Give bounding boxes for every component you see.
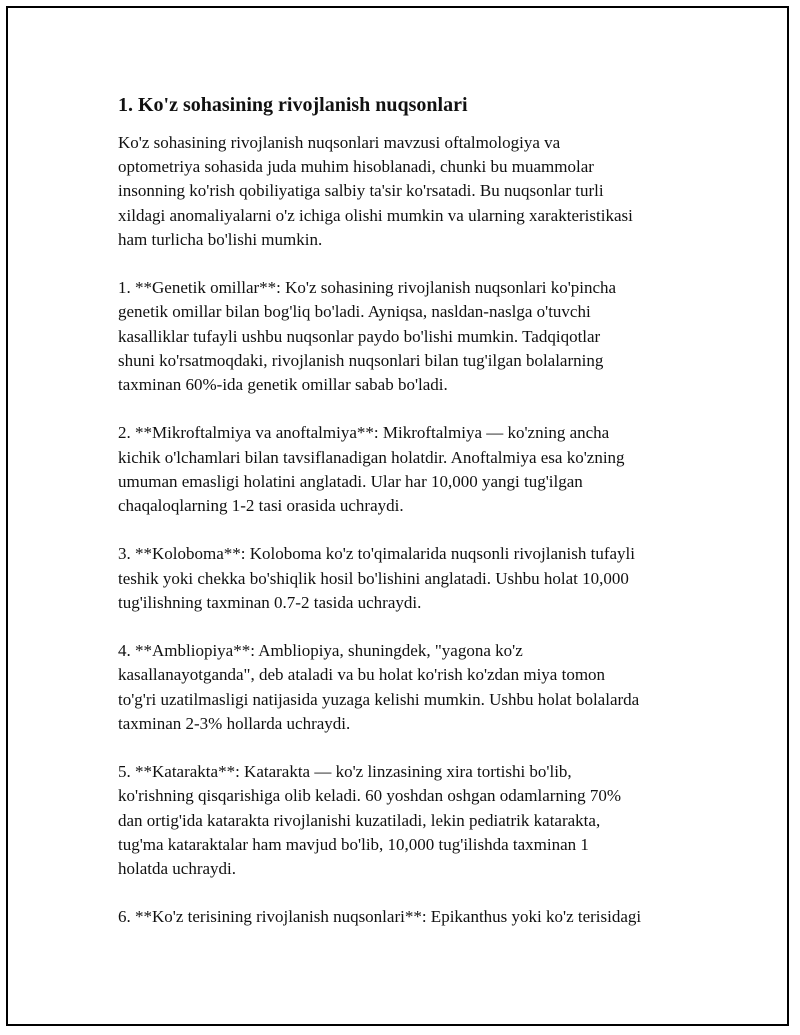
text-line: 6. **Ko'z terisining rivojlanish nuqsonlari**: Epikanthus yoki ko'z terisidagi (118, 907, 642, 927)
text-line: insonning ko'rish qobiliyatiga salbiy ta'sir ko'rsatadi. Bu nuqsonlar turli (118, 181, 604, 201)
paragraph-eyelid-defects (118, 905, 698, 929)
text-line: kasallanayotganda", deb ataladi va bu holat ko'rish ko'zdan miya tomon (118, 665, 606, 685)
document-body (118, 92, 698, 954)
paragraph-cataract (118, 760, 698, 881)
text-line: 2. **Mikroftalmiya va anoftalmiya**: Mikroftalmiya — ko'zning ancha (118, 423, 610, 443)
text-line: 5. **Katarakta**: Katarakta — ko'z linzasining xira tortishi bo'lib, (118, 762, 572, 782)
paragraph-intro (118, 131, 698, 252)
text-line: shuni ko'rsatmoqdaki, rivojlanish nuqsonlari bilan tug'ilgan bolalarning (118, 350, 604, 370)
text-line: taxminan 60%-ida genetik omillar sabab bo'ladi. (118, 375, 448, 395)
text-line: taxminan 2-3% hollarda uchraydi. (118, 713, 351, 733)
text-line: ko'rishning qisqarishiga olib keladi. 60 yoshdan oshgan odamlarning 70% (118, 786, 622, 806)
text-line: xildagi anomaliyalarni o'z ichiga olishi mumkin va ularning xarakteristikasi (118, 205, 633, 225)
paragraph-amblyopia (118, 639, 698, 736)
text-line: genetik omillar bilan bog'liq bo'ladi. Ayniqsa, nasldan-naslga o'tuvchi (118, 302, 591, 322)
paragraph-microphthalmia (118, 421, 698, 518)
text-line: optometriya sohasida juda muhim hisoblanadi, chunki bu muammolar (118, 157, 594, 177)
text-line: holatda uchraydi. (118, 859, 237, 879)
text-line: 1. **Genetik omillar**: Ko'z sohasining rivojlanish nuqsonlari ko'pincha (118, 278, 617, 298)
text-line: umuman emasligi holatini anglatadi. Ular har 10,000 yangi tug'ilgan (118, 471, 583, 491)
text-line: kichik o'lchamlari bilan tavsiflanadigan holatdir. Anoftalmiya esa ko'zning (118, 447, 625, 467)
text-line: 4. **Ambliopiya**: Ambliopiya, shuningdek, "yagona ko'z (118, 641, 523, 661)
text-line: kasalliklar tufayli ushbu nuqsonlar paydo bo'lishi mumkin. Tadqiqotlar (118, 326, 601, 346)
text-line: 3. **Koloboma**: Koloboma ko'z to'qimalarida nuqsonli rivojlanish tufayli (118, 544, 635, 564)
text-line: chaqaloqlarning 1-2 tasi orasida uchraydi. (118, 496, 404, 516)
text-line: Ko'z sohasining rivojlanish nuqsonlari mavzusi oftalmologiya va (118, 133, 561, 152)
text-line: teshik yoki chekka bo'shiqlik hosil bo'lishini anglatadi. Ushbu holat 10,000 (118, 568, 629, 588)
text-line: tug'ma kataraktalar ham mavjud bo'lib, 10,000 tug'ilishda taxminan 1 (118, 834, 589, 854)
text-line: dan ortig'ida katarakta rivojlanishi kuzatiladi, lekin pediatrik katarakta, (118, 810, 601, 830)
text-line: to'g'ri uzatilmasligi natijasida yuzaga kelishi mumkin. Ushbu holat bolalarda (118, 689, 640, 709)
text-line: ham turlicha bo'lishi mumkin. (118, 229, 323, 249)
paragraph-genetic-factors (118, 276, 698, 397)
document-title: 1. Ko'z sohasining rivojlanish nuqsonlari (118, 94, 468, 116)
paragraph-coloboma (118, 542, 698, 615)
text-line: tug'ilishning taxminan 0.7-2 tasida uchraydi. (118, 592, 422, 612)
